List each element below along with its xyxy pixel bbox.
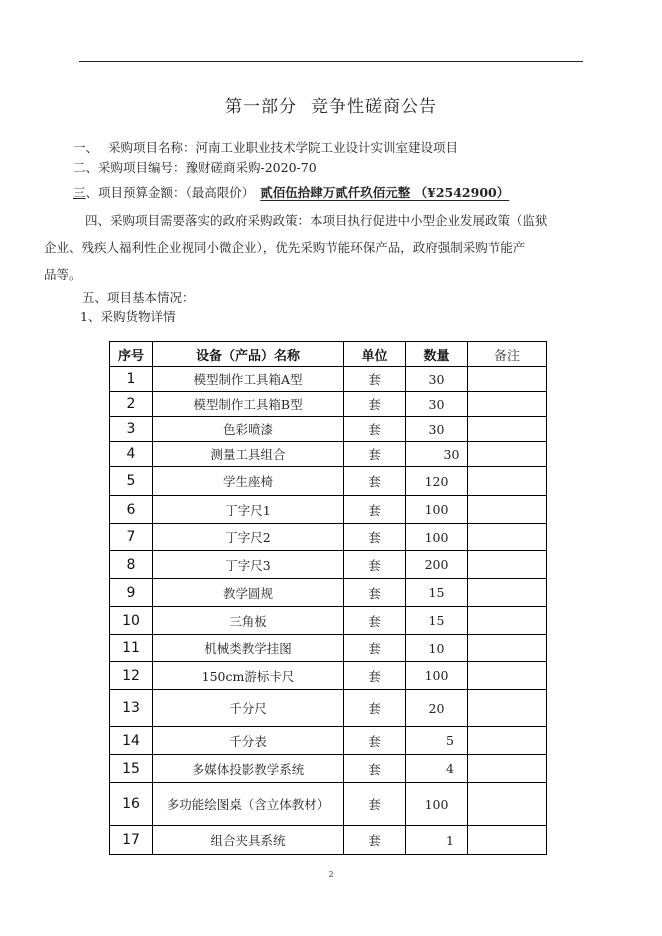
cell-name: 组合夹具系统 [153,826,344,855]
cell-unit: 套 [344,496,406,524]
cell-index: 2 [110,392,153,417]
cell-quantity: 10 [406,635,468,662]
cell-name: 学生座椅 [153,467,344,496]
cell-remark [468,826,547,855]
table-row [110,392,547,417]
header-rule [79,61,583,62]
section-3-budget [73,183,509,201]
cell-remark [468,417,547,442]
cell-quantity: 120 [406,467,468,496]
cell-index: 15 [110,755,153,783]
section-4-line-3: 品等。 [44,267,82,282]
cell-unit: 套 [344,783,406,826]
cell-quantity: 5 [406,727,468,755]
table-row [110,524,547,551]
cell-quantity: 4 [406,755,468,783]
cell-index: 8 [110,551,153,579]
cell-remark [468,690,547,727]
cell-index: 7 [110,524,153,551]
cell-index: 12 [110,662,153,690]
cell-name: 千分表 [153,727,344,755]
cell-index: 11 [110,635,153,662]
cell-remark [468,442,547,467]
table-row [110,551,547,579]
cell-name: 多功能绘图桌（含立体教材） [153,783,344,826]
header-index: 序号 [110,342,153,367]
cell-name: 多媒体投影教学系统 [153,755,344,783]
cell-unit: 套 [344,367,406,392]
cell-unit: 套 [344,607,406,635]
cell-index: 10 [110,607,153,635]
cell-remark [468,392,547,417]
cell-remark [468,579,547,607]
cell-index: 1 [110,367,153,392]
section-3-number: 三 [73,185,86,200]
section-4-policy [44,207,583,288]
section-4-line-2: 企业、残疾人福利性企业视同小微企业），优先采购节能环保产品，政府强制采购节能产 [44,240,526,255]
cell-index: 3 [110,417,153,442]
cell-quantity: 20 [406,690,468,727]
cell-index: 6 [110,496,153,524]
cell-index: 13 [110,690,153,727]
table-row [110,755,547,783]
cell-name: 模型制作工具箱A型 [153,367,344,392]
section-5-heading: 五、项目基本情况： [82,290,195,305]
table-row [110,442,547,467]
cell-quantity: 30 [406,442,468,467]
cell-remark [468,367,547,392]
goods-table [109,341,547,855]
cell-name: 色彩喷漆 [153,417,344,442]
section-1-project-name [73,138,458,156]
cell-index: 5 [110,467,153,496]
cell-quantity: 15 [406,579,468,607]
title-part: 第一部分 [225,97,297,117]
section-4-line-1: 四、采购项目需要落实的政府采购政策：本项目执行促进中小型企业发展政策（监狱 [85,213,548,228]
cell-quantity: 100 [406,496,468,524]
cell-remark [468,755,547,783]
table-row [110,690,547,727]
cell-unit: 套 [344,442,406,467]
cell-quantity: 100 [406,783,468,826]
cell-unit: 套 [344,579,406,607]
cell-index: 16 [110,783,153,826]
title-main: 竞争性磋商公告 [311,97,437,117]
cell-quantity: 200 [406,551,468,579]
cell-name: 机械类教学挂图 [153,635,344,662]
cell-quantity: 100 [406,524,468,551]
section-3-label: 、项目预算金额：（最高限价） [85,185,255,200]
table-row [110,826,547,855]
cell-index: 17 [110,826,153,855]
header-name: 设备（产品）名称 [153,342,344,367]
cell-unit: 套 [344,662,406,690]
cell-remark [468,607,547,635]
cell-index: 14 [110,727,153,755]
cell-unit: 套 [344,524,406,551]
cell-name: 千分尺 [153,690,344,727]
cell-unit: 套 [344,690,406,727]
cell-unit: 套 [344,826,406,855]
section-2-project-number: 二、采购项目编号：豫财磋商采购-2020-70 [73,160,317,175]
header-remark: 备注 [468,342,547,367]
table-row [110,783,547,826]
cell-name: 丁字尺1 [153,496,344,524]
table-row [110,635,547,662]
section-5-1-heading: 1、采购货物详情 [80,309,176,324]
table-row [110,496,547,524]
cell-name: 测量工具组合 [153,442,344,467]
section-1-prefix: 一、 [73,140,99,155]
header-unit: 单位 [344,342,406,367]
table-row [110,579,547,607]
cell-remark [468,662,547,690]
page-number: 2 [328,870,334,879]
table-row [110,727,547,755]
cell-remark [468,467,547,496]
cell-quantity: 30 [406,392,468,417]
table-header-row [110,342,547,367]
section-1-text: 采购项目名称：河南工业职业技术学院工业设计实训室建设项目 [108,140,459,155]
table-row [110,367,547,392]
cell-unit: 套 [344,392,406,417]
cell-name: 150cm游标卡尺 [153,662,344,690]
cell-unit: 套 [344,551,406,579]
cell-quantity: 1 [406,826,468,855]
cell-name: 三角板 [153,607,344,635]
cell-name: 模型制作工具箱B型 [153,392,344,417]
cell-index: 9 [110,579,153,607]
cell-unit: 套 [344,755,406,783]
cell-unit: 套 [344,467,406,496]
cell-name: 丁字尺2 [153,524,344,551]
cell-remark [468,727,547,755]
budget-amount: 贰佰伍拾肆万贰仟玖佰元整 （¥2542900） [260,185,510,200]
cell-remark [468,783,547,826]
cell-remark [468,524,547,551]
cell-remark [468,496,547,524]
cell-quantity: 30 [406,367,468,392]
page-title [0,92,662,117]
cell-quantity: 15 [406,607,468,635]
cell-index: 4 [110,442,153,467]
header-quantity: 数量 [406,342,468,367]
cell-quantity: 30 [406,417,468,442]
table-row [110,467,547,496]
table-row [110,607,547,635]
cell-name: 教学圆规 [153,579,344,607]
table-row [110,417,547,442]
cell-quantity: 100 [406,662,468,690]
table-row [110,662,547,690]
cell-remark [468,635,547,662]
cell-unit: 套 [344,635,406,662]
cell-unit: 套 [344,417,406,442]
cell-unit: 套 [344,727,406,755]
cell-name: 丁字尺3 [153,551,344,579]
cell-remark [468,551,547,579]
